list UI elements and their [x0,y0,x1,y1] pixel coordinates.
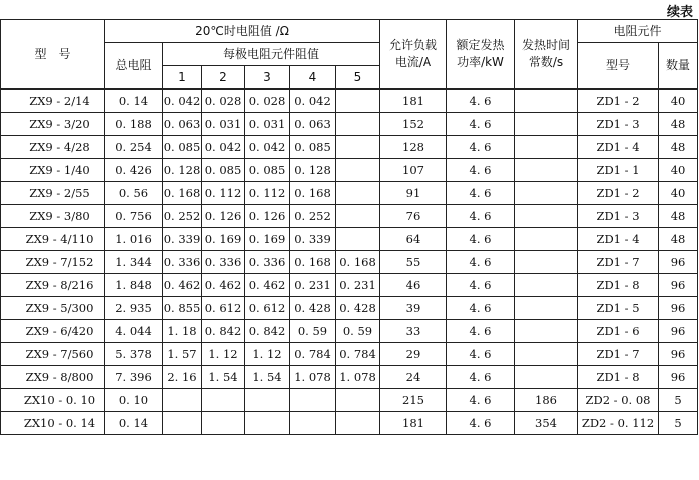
cell-time-constant [515,136,578,159]
cell-pole-5: 0. 59 [336,320,380,343]
table-row [1,205,698,228]
cell-rated-power: 4. 6 [447,182,515,205]
cell-pole-2: 0. 842 [202,320,245,343]
table-row [1,251,698,274]
cell-model: ZX10 - 0. 14 [1,412,105,435]
cell-time-constant [515,228,578,251]
cell-pole-3: 0. 842 [245,320,290,343]
cell-pole-1: 1. 18 [163,320,202,343]
cell-pole-4: 0. 085 [290,136,336,159]
cell-allowed-current: 181 [380,412,447,435]
cell-pole-2 [202,389,245,412]
cell-model: ZX9 - 1/40 [1,159,105,182]
cell-element-qty: 48 [659,228,698,251]
cell-rated-power: 4. 6 [447,205,515,228]
cell-pole-1: 0. 339 [163,228,202,251]
cell-pole-3: 0. 462 [245,274,290,297]
cell-element-model: ZD1 - 6 [578,320,659,343]
cell-pole-2: 0. 462 [202,274,245,297]
cell-total-resistance: 0. 756 [105,205,163,228]
cell-rated-power: 4. 6 [447,136,515,159]
table-row [1,389,698,412]
cell-model: ZX9 - 4/28 [1,136,105,159]
cell-pole-3: 0. 028 [245,89,290,113]
cell-time-constant [515,343,578,366]
cell-time-constant [515,297,578,320]
cell-allowed-current: 76 [380,205,447,228]
cell-pole-1: 0. 336 [163,251,202,274]
cell-rated-power: 4. 6 [447,274,515,297]
cell-time-constant [515,159,578,182]
cell-total-resistance: 1. 016 [105,228,163,251]
cell-element-model: ZD2 - 0. 112 [578,412,659,435]
cell-allowed-current: 55 [380,251,447,274]
header-model: 型 号 [1,20,105,90]
cell-element-model: ZD1 - 3 [578,113,659,136]
cell-element-model: ZD1 - 8 [578,366,659,389]
cell-rated-power: 4. 6 [447,228,515,251]
table-row [1,366,698,389]
cell-rated-power: 4. 6 [447,113,515,136]
cell-pole-5: 1. 078 [336,366,380,389]
cell-pole-3: 0. 126 [245,205,290,228]
cell-pole-5 [336,136,380,159]
cell-pole-1 [163,412,202,435]
cell-allowed-current: 29 [380,343,447,366]
header-resistance-group: 20℃时电阻值 /Ω [105,20,380,43]
cell-total-resistance: 1. 848 [105,274,163,297]
cell-model: ZX9 - 5/300 [1,297,105,320]
cell-element-qty: 40 [659,89,698,113]
table-row [1,297,698,320]
cell-model: ZX9 - 8/216 [1,274,105,297]
resistor-spec-table [0,19,698,435]
cell-pole-4: 1. 078 [290,366,336,389]
cell-element-qty: 96 [659,251,698,274]
header-per-pole-group: 每极电阻元件阻值 [163,43,380,66]
cell-pole-4 [290,389,336,412]
cell-pole-3: 0. 336 [245,251,290,274]
cell-allowed-current: 152 [380,113,447,136]
cell-pole-5 [336,159,380,182]
cell-model: ZX10 - 0. 10 [1,389,105,412]
cell-element-qty: 96 [659,343,698,366]
cell-time-constant [515,366,578,389]
cell-rated-power: 4. 6 [447,89,515,113]
cell-pole-5 [336,113,380,136]
cell-element-model: ZD1 - 7 [578,343,659,366]
cell-pole-5: 0. 231 [336,274,380,297]
cell-time-constant [515,89,578,113]
header-pole-5: 5 [336,66,380,90]
header-element-model: 型号 [578,43,659,90]
cell-rated-power: 4. 6 [447,412,515,435]
table-row [1,228,698,251]
cell-pole-1: 2. 16 [163,366,202,389]
cell-pole-5: 0. 168 [336,251,380,274]
cell-pole-1: 0. 855 [163,297,202,320]
cell-pole-2: 1. 54 [202,366,245,389]
cell-pole-2: 0. 042 [202,136,245,159]
cell-total-resistance: 0. 188 [105,113,163,136]
cell-rated-power: 4. 6 [447,159,515,182]
cell-pole-4: 0. 231 [290,274,336,297]
cell-pole-3: 0. 085 [245,159,290,182]
cell-model: ZX9 - 3/20 [1,113,105,136]
cell-element-qty: 40 [659,159,698,182]
cell-total-resistance: 7. 396 [105,366,163,389]
cell-allowed-current: 64 [380,228,447,251]
header-total-resistance: 总电阻 [105,43,163,90]
cell-element-qty: 48 [659,136,698,159]
cell-pole-2: 1. 12 [202,343,245,366]
cell-allowed-current: 46 [380,274,447,297]
cell-total-resistance: 2. 935 [105,297,163,320]
cell-pole-1: 0. 063 [163,113,202,136]
cell-element-qty: 48 [659,113,698,136]
cell-pole-1: 0. 042 [163,89,202,113]
cell-element-model: ZD1 - 1 [578,159,659,182]
cell-element-model: ZD1 - 2 [578,182,659,205]
cell-element-model: ZD1 - 5 [578,297,659,320]
cell-pole-3: 0. 112 [245,182,290,205]
cell-pole-4: 0. 59 [290,320,336,343]
cell-rated-power: 4. 6 [447,251,515,274]
cell-allowed-current: 107 [380,159,447,182]
cell-element-model: ZD1 - 3 [578,205,659,228]
cell-total-resistance: 1. 344 [105,251,163,274]
cell-pole-2: 0. 169 [202,228,245,251]
header-pole-4: 4 [290,66,336,90]
cell-time-constant [515,274,578,297]
table-row [1,412,698,435]
cell-pole-3: 0. 169 [245,228,290,251]
header-rated-power: 额定发热 功率/kW [447,20,515,90]
cell-pole-1: 0. 085 [163,136,202,159]
cell-total-resistance: 0. 10 [105,389,163,412]
cell-model: ZX9 - 8/800 [1,366,105,389]
cell-element-qty: 48 [659,205,698,228]
cell-pole-4: 0. 042 [290,89,336,113]
table-row [1,136,698,159]
continued-label: 续表 [666,5,693,20]
cell-pole-4: 0. 128 [290,159,336,182]
cell-pole-2: 0. 031 [202,113,245,136]
cell-pole-4: 0. 428 [290,297,336,320]
cell-model: ZX9 - 6/420 [1,320,105,343]
cell-element-qty: 96 [659,366,698,389]
cell-pole-3: 0. 042 [245,136,290,159]
cell-pole-2: 0. 028 [202,89,245,113]
cell-model: ZX9 - 3/80 [1,205,105,228]
cell-element-qty: 5 [659,412,698,435]
table-row [1,343,698,366]
cell-pole-2 [202,412,245,435]
table-header [1,20,698,90]
cell-pole-2: 0. 612 [202,297,245,320]
cell-time-constant [515,320,578,343]
header-element-qty: 数量 [659,43,698,90]
cell-model: ZX9 - 7/152 [1,251,105,274]
cell-pole-1: 0. 168 [163,182,202,205]
cell-pole-1: 1. 57 [163,343,202,366]
header-allowed-current: 允许负载 电流/A [380,20,447,90]
cell-element-model: ZD2 - 0. 08 [578,389,659,412]
header-pole-2: 2 [202,66,245,90]
cell-rated-power: 4. 6 [447,320,515,343]
cell-allowed-current: 39 [380,297,447,320]
cell-total-resistance: 0. 254 [105,136,163,159]
cell-model: ZX9 - 2/14 [1,89,105,113]
cell-total-resistance: 0. 14 [105,89,163,113]
cell-total-resistance: 4. 044 [105,320,163,343]
table-row [1,89,698,113]
cell-allowed-current: 181 [380,89,447,113]
cell-model: ZX9 - 2/55 [1,182,105,205]
cell-allowed-current: 128 [380,136,447,159]
cell-pole-1: 0. 128 [163,159,202,182]
cell-pole-3: 1. 12 [245,343,290,366]
cell-total-resistance: 0. 56 [105,182,163,205]
cell-pole-5 [336,205,380,228]
cell-pole-3: 0. 031 [245,113,290,136]
cell-time-constant: 354 [515,412,578,435]
cell-pole-5: 0. 428 [336,297,380,320]
table-row [1,159,698,182]
table-row [1,182,698,205]
table-row [1,113,698,136]
cell-pole-5 [336,228,380,251]
cell-element-model: ZD1 - 2 [578,89,659,113]
cell-allowed-current: 33 [380,320,447,343]
header-time-constant: 发热时间 常数/s [515,20,578,90]
table-row [1,274,698,297]
cell-element-qty: 96 [659,320,698,343]
cell-allowed-current: 24 [380,366,447,389]
header-element-group: 电阻元件 [578,20,698,43]
cell-time-constant [515,113,578,136]
cell-element-qty: 40 [659,182,698,205]
cell-pole-4: 0. 168 [290,251,336,274]
cell-pole-2: 0. 085 [202,159,245,182]
cell-pole-5 [336,389,380,412]
cell-time-constant [515,182,578,205]
cell-pole-5 [336,412,380,435]
cell-pole-4 [290,412,336,435]
cell-rated-power: 4. 6 [447,366,515,389]
cell-element-qty: 96 [659,274,698,297]
cell-pole-1: 0. 462 [163,274,202,297]
cell-pole-4: 0. 252 [290,205,336,228]
cell-time-constant [515,205,578,228]
cell-pole-4: 0. 168 [290,182,336,205]
cell-pole-5 [336,89,380,113]
cell-model: ZX9 - 4/110 [1,228,105,251]
cell-pole-3: 1. 54 [245,366,290,389]
cell-pole-4: 0. 339 [290,228,336,251]
cell-pole-4: 0. 784 [290,343,336,366]
table-body [1,89,698,435]
cell-rated-power: 4. 6 [447,389,515,412]
cell-element-qty: 5 [659,389,698,412]
cell-total-resistance: 5. 378 [105,343,163,366]
cell-model: ZX9 - 7/560 [1,343,105,366]
cell-pole-1: 0. 252 [163,205,202,228]
cell-pole-4: 0. 063 [290,113,336,136]
cell-pole-3 [245,412,290,435]
header-pole-3: 3 [245,66,290,90]
cell-element-qty: 96 [659,297,698,320]
cell-rated-power: 4. 6 [447,297,515,320]
cell-pole-5: 0. 784 [336,343,380,366]
cell-time-constant [515,251,578,274]
cell-time-constant: 186 [515,389,578,412]
cell-rated-power: 4. 6 [447,343,515,366]
header-pole-1: 1 [163,66,202,90]
cell-allowed-current: 215 [380,389,447,412]
table-row [1,320,698,343]
cell-pole-3 [245,389,290,412]
cell-pole-2: 0. 336 [202,251,245,274]
cell-element-model: ZD1 - 4 [578,228,659,251]
cell-pole-1 [163,389,202,412]
cell-pole-2: 0. 112 [202,182,245,205]
cell-pole-2: 0. 126 [202,205,245,228]
cell-allowed-current: 91 [380,182,447,205]
cell-total-resistance: 0. 14 [105,412,163,435]
cell-element-model: ZD1 - 4 [578,136,659,159]
cell-pole-5 [336,182,380,205]
cell-total-resistance: 0. 426 [105,159,163,182]
cell-element-model: ZD1 - 8 [578,274,659,297]
cell-element-model: ZD1 - 7 [578,251,659,274]
cell-pole-3: 0. 612 [245,297,290,320]
